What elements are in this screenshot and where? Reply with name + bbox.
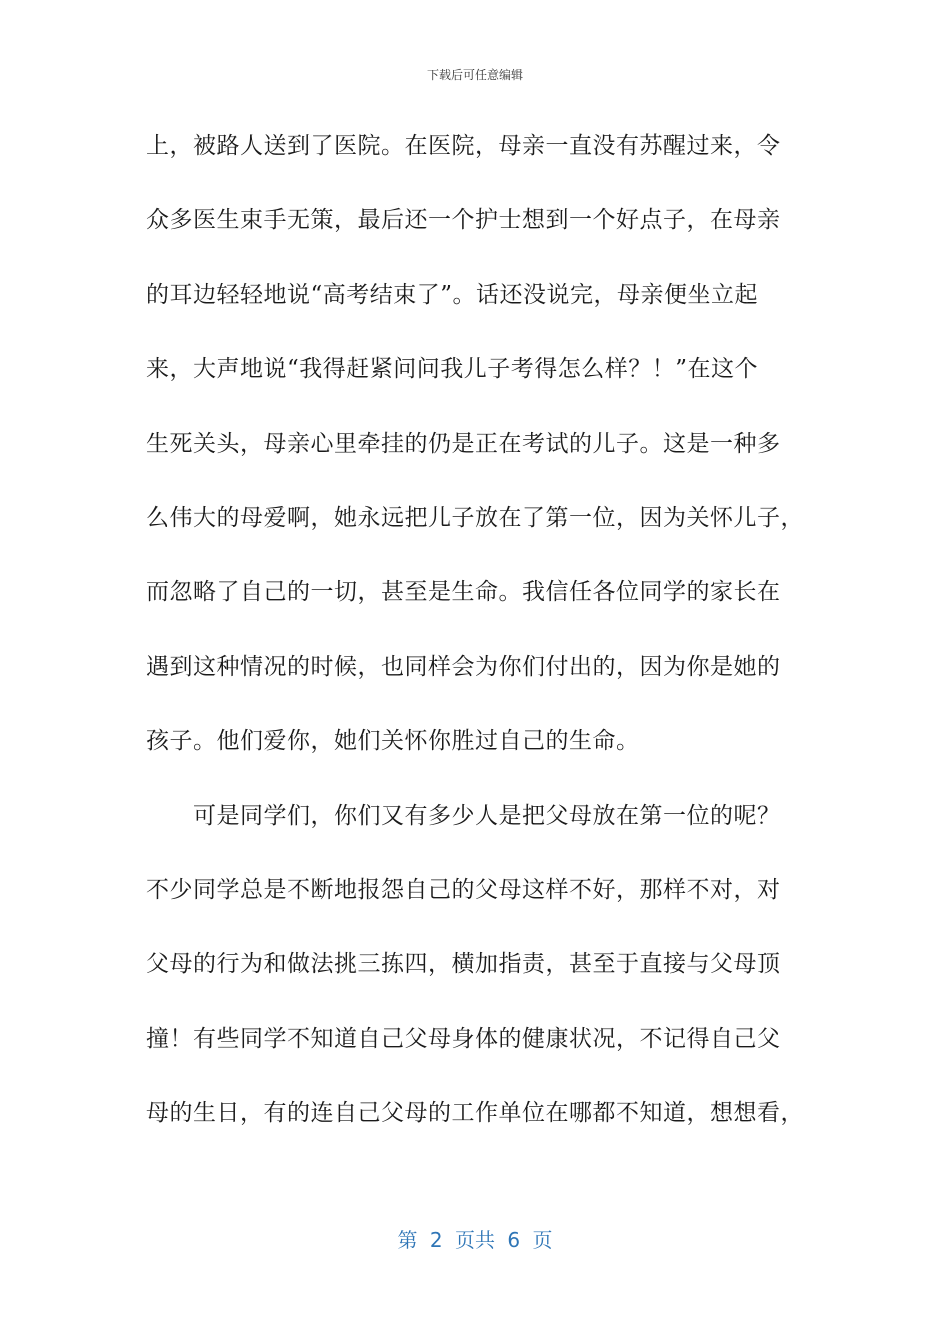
total-page-count: 6 (507, 1228, 521, 1252)
body-line: 母的生日，有的连自己父母的工作单位在哪都不知道，想想看， (146, 1100, 804, 1127)
body-line: 生死关头，母亲心里牵挂的仍是正在考试的儿子。这是一种多 (146, 430, 781, 457)
body-line: 父母的行为和做法挑三拣四，横加指责，甚至于直接与父母顶 (146, 951, 781, 978)
body-line: 孩子。他们爱你，她们关怀你胜过自己的生命。 (146, 728, 640, 755)
body-line: 的耳边轻轻地说“高考结束了”。话还没说完，母亲便坐立起 (146, 281, 759, 308)
body-line: 来，大声地说“我得赶紧问问我儿子考得怎么样？！”在这个 (146, 356, 759, 383)
body-line: 不少同学总是不断地报怨自己的父母这样不好，那样不对，对 (146, 876, 781, 903)
page-footer (0, 1224, 950, 1253)
paragraph-start-line: 可是同学们，你们又有多少人是把父母放在第一位的呢？ (193, 802, 781, 829)
footer-prefix: 第 (397, 1228, 418, 1252)
footer-suffix: 页 (532, 1228, 553, 1252)
current-page-number: 2 (429, 1228, 443, 1252)
document-body (146, 120, 806, 1161)
body-line: 遇到这种情况的时候，也同样会为你们付出的，因为你是她的 (146, 653, 781, 680)
body-line: 而忽略了自己的一切，甚至是生命。我信任各位同学的家长在 (146, 579, 781, 606)
body-line: 众多医生束手无策，最后还一个护士想到一个好点子，在母亲 (146, 207, 781, 234)
page-header: 下载后可任意编辑 (426, 68, 523, 82)
body-line: 么伟大的母爱啊，她永远把儿子放在了第一位，因为关怀儿子， (146, 504, 804, 531)
body-line: 上，被路人送到了医院。在医院，母亲一直没有苏醒过来，令 (146, 133, 781, 159)
body-line: 撞！有些同学不知道自己父母身体的健康状况，不记得自己父 (146, 1025, 781, 1052)
footer-middle: 页共 (455, 1228, 495, 1252)
